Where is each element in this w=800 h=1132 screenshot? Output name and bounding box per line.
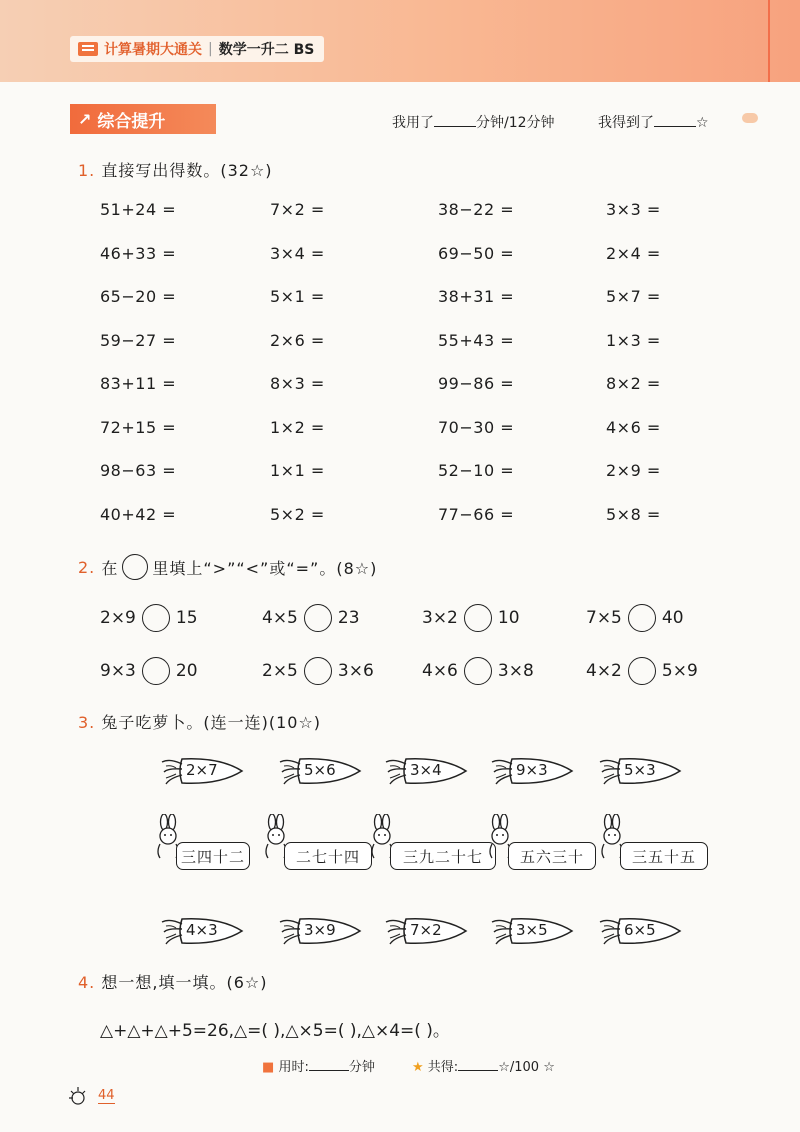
q1-equation[interactable]: 8×2 = [606, 374, 661, 393]
score-earned: 我得到了 ☆ [598, 115, 709, 131]
comparison-right: 40 [661, 608, 684, 628]
carrot-label: 3×9 [304, 921, 336, 939]
q1-equation[interactable]: 8×3 = [270, 374, 325, 393]
q1-equation[interactable]: 98−63 = [100, 461, 177, 480]
footer-score-blank[interactable] [458, 1058, 498, 1071]
carrot-label: 2×7 [186, 761, 218, 779]
q1-equation[interactable]: 38+31 = [438, 287, 515, 306]
footer-time-blank[interactable] [309, 1058, 349, 1071]
q1-equation[interactable]: 69−50 = [438, 243, 515, 263]
carrot[interactable] [598, 916, 682, 946]
carrot-label: 3×4 [410, 761, 442, 779]
q1-equation[interactable]: 46+33 = [100, 243, 177, 263]
q1-equation[interactable]: 1×3 = [606, 330, 661, 350]
series-name: 计算暑期大通关 [104, 42, 202, 58]
q2-comparison [422, 657, 534, 685]
q2-comparison [262, 657, 374, 685]
comparison-right: 15 [175, 608, 198, 628]
rabbit-sign[interactable]: 三四十二 [176, 842, 250, 870]
q2-comparison [422, 604, 520, 632]
carrot[interactable] [598, 756, 682, 786]
answer-circle[interactable] [142, 604, 170, 632]
carrot-label: 5×6 [304, 761, 336, 779]
header-divider: | [208, 41, 213, 57]
q1-equation[interactable]: 1×2 = [270, 417, 325, 437]
carrot[interactable] [384, 756, 468, 786]
q1-equation[interactable]: 5×8 = [606, 504, 661, 524]
star-icon: ★ [412, 1060, 424, 1075]
time-used: 我用了 分钟/12分钟 [392, 115, 555, 131]
answer-circle[interactable] [628, 604, 656, 632]
decor-dot [742, 113, 758, 123]
q4-problem[interactable]: △+△+△+5=26,△=( ),△×5=( ),△×4=( )。 [100, 1021, 450, 1041]
comparison-left: 2×9 [100, 608, 136, 628]
carrot-label: 4×3 [186, 921, 218, 939]
rabbit-sign[interactable]: 三五十五 [620, 842, 708, 870]
carrot[interactable] [278, 756, 362, 786]
comparison-left: 9×3 [100, 661, 136, 681]
comparison-right: 23 [337, 608, 360, 628]
carrot[interactable] [160, 756, 244, 786]
header-edge [768, 0, 770, 82]
q1-equation[interactable]: 4×6 = [606, 417, 661, 437]
rabbit-sign[interactable]: 五六三十 [508, 842, 596, 870]
answer-circle[interactable] [142, 657, 170, 685]
carrot-label: 3×5 [516, 921, 548, 939]
q1-equation[interactable]: 5×7 = [606, 287, 661, 306]
trend-up-icon: ↗ [78, 109, 92, 129]
carrot[interactable] [160, 916, 244, 946]
carrot-label: 6×5 [624, 921, 656, 939]
q1-equation[interactable]: 38−22 = [438, 200, 515, 219]
q1-equation[interactable]: 2×4 = [606, 243, 661, 263]
q2-comparison [262, 604, 360, 632]
section-banner [70, 104, 216, 134]
sun-icon [66, 1084, 90, 1108]
footer-score: ★ 共得: ☆/100 ☆ [412, 1060, 555, 1075]
q1-equation[interactable]: 7×2 = [270, 200, 325, 219]
comparison-right: 5×9 [661, 661, 698, 681]
q1-equation[interactable]: 99−86 = [438, 374, 515, 393]
rabbit-sign[interactable]: 二七十四 [284, 842, 372, 870]
rabbit-sign[interactable]: 三九二十七 [390, 842, 496, 870]
answer-circle[interactable] [464, 604, 492, 632]
comparison-left: 4×5 [262, 608, 298, 628]
q1-equation[interactable]: 70−30 = [438, 417, 515, 437]
q1-equation[interactable]: 52−10 = [438, 461, 515, 480]
q2-title: 2. 在 里填上“>”“<”或“=”。(8☆) [78, 554, 377, 580]
comparison-right: 10 [497, 608, 520, 628]
header-title [70, 36, 324, 62]
subject-name: 数学一升二 BS [218, 42, 315, 58]
q2-comparison [100, 657, 198, 685]
q1-equation[interactable]: 65−20 = [100, 287, 177, 306]
q3-title: 3. 兔子吃萝卜。(连一连)(10☆) [78, 713, 322, 732]
carrot[interactable] [490, 756, 574, 786]
answer-circle[interactable] [304, 604, 332, 632]
q1-equation[interactable]: 2×9 = [606, 461, 661, 480]
q1-equation[interactable]: 55+43 = [438, 330, 515, 350]
q1-equation[interactable]: 51+24 = [100, 200, 177, 219]
q4-title: 4. 想一想,填一填。(6☆) [78, 973, 268, 992]
comparison-right: 3×6 [337, 661, 374, 681]
comparison-left: 4×2 [586, 661, 622, 681]
carrot[interactable] [490, 916, 574, 946]
q2-comparison [100, 604, 198, 632]
book-icon [78, 42, 98, 56]
time-blank[interactable] [434, 114, 476, 127]
q2-comparison [586, 604, 684, 632]
comparison-right: 3×8 [497, 661, 534, 681]
clock-icon: ■ [262, 1060, 275, 1075]
q1-equation[interactable]: 5×2 = [270, 504, 325, 524]
carrot-label: 7×2 [410, 921, 442, 939]
score-blank[interactable] [654, 114, 696, 127]
q1-title: 1. 直接写出得数。(32☆) [78, 161, 273, 180]
footer-time: ■ 用时: 分钟 [262, 1060, 375, 1075]
carrot-label: 5×3 [624, 761, 656, 779]
page-number: 44 [98, 1088, 115, 1103]
section-title: 综合提升 [97, 111, 166, 132]
q1-equation[interactable]: 1×1 = [270, 461, 325, 480]
q1-equation[interactable]: 40+42 = [100, 504, 177, 524]
carrot-label: 9×3 [516, 761, 548, 779]
q1-equation[interactable]: 59−27 = [100, 330, 177, 350]
answer-circle[interactable] [628, 657, 656, 685]
q1-equation[interactable]: 3×3 = [606, 200, 661, 219]
circle-icon [122, 554, 148, 580]
q1-equation[interactable]: 83+11 = [100, 374, 177, 393]
carrot[interactable] [278, 916, 362, 946]
comparison-left: 7×5 [586, 608, 622, 628]
q1-equation[interactable]: 5×1 = [270, 287, 325, 306]
answer-circle[interactable] [304, 657, 332, 685]
q1-equation[interactable]: 72+15 = [100, 417, 177, 437]
comparison-left: 3×2 [422, 608, 458, 628]
answer-circle[interactable] [464, 657, 492, 685]
comparison-left: 4×6 [422, 661, 458, 681]
q2-comparison [586, 657, 698, 685]
q1-equation[interactable]: 77−66 = [438, 504, 515, 524]
carrot[interactable] [384, 916, 468, 946]
q1-equation[interactable]: 3×4 = [270, 243, 325, 263]
comparison-left: 2×5 [262, 661, 298, 681]
comparison-right: 20 [175, 661, 198, 681]
q1-equation[interactable]: 2×6 = [270, 330, 325, 350]
